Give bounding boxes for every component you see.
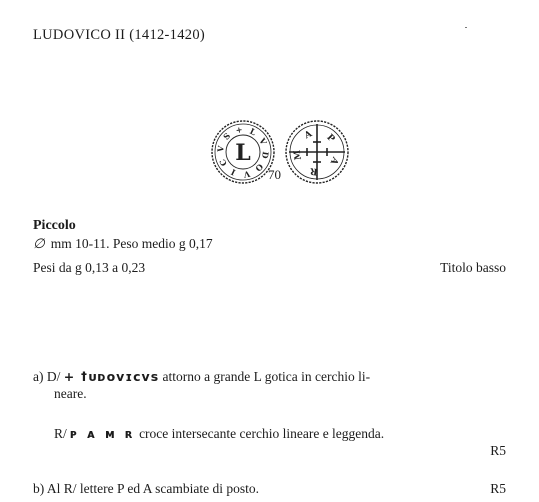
weights-range: Pesi da g 0,13 a 0,23 [33,260,146,275]
variant-a-reverse [54,426,384,442]
coin-legend-letter: V [257,136,269,147]
coin-legend-letter: + [234,124,244,136]
variant-a-obverse-cont: neare. [54,386,87,401]
coin-legend-letter: P [324,132,337,145]
coin-legend-letter: I [229,167,237,178]
reverse-description: croce intersecante cerchio lineare e leggenda. [139,426,385,441]
coin-legend-letter: C [217,157,229,168]
coin-legend-letter: A [303,129,314,142]
coin-legend-letter: S [221,130,233,142]
diameter-symbol: ∅ [33,236,45,251]
scan-speck [465,27,467,28]
obverse-label: D/ [46,369,61,384]
rarity-b: R5 [490,481,506,496]
coin-obverse [212,121,274,183]
coin-legend-letter: O [253,161,266,174]
coin-legend-letter: D [260,151,271,160]
coin-specs [33,236,213,252]
variant-a-obverse [33,369,370,385]
coin-legend-letter: R [309,165,319,177]
page-heading: LUDOVICO II (1412-1420) [33,27,206,43]
obverse-description: attorno a grande L gotica in cerchio li- [162,369,371,384]
coin-legend-letter: L [248,125,258,138]
figure-number: 70 [268,167,281,182]
variant-marker: a) [33,369,44,384]
coin-legend-letter: V [243,168,251,180]
reverse-label: R/ [54,426,67,441]
coin-reverse [286,121,348,183]
obverse-center-letter: L [235,140,251,166]
variant-b-description: Al R/ lettere P ed A scambiate di posto. [46,481,259,496]
fineness: Titolo basso [440,260,506,275]
coin-legend-letter: M [292,149,305,161]
variant-b [33,481,259,497]
obverse-legend: + ꝉᴜᴅᴏᴠɪᴄᴠs [63,369,160,384]
coin-illustration [209,118,357,190]
coin-legend-letter: V [215,145,226,153]
rarity-a: R5 [490,443,506,458]
coin-type-title: Piccolo [33,218,76,233]
coin-specs-text: mm 10-11. Peso medio g 0,17 [50,236,213,251]
variant-marker: b) [33,481,45,496]
coin-legend-letter: A [327,155,340,166]
reverse-legend: ᴘ ᴀ ᴍ ʀ [70,427,136,441]
